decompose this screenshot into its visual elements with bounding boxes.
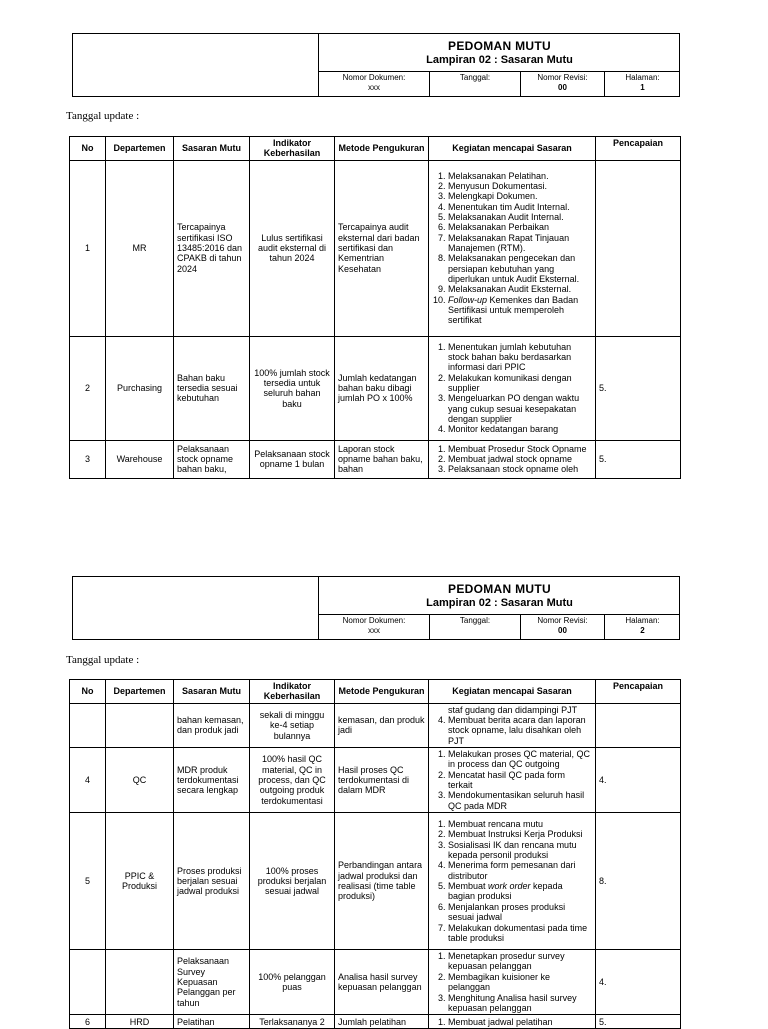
activities-cell — [429, 703, 596, 747]
table-header-row — [70, 137, 681, 161]
quality-target-cell: Proses produksi berjalan sesuai jadwal produksi — [174, 813, 250, 950]
col-pencapaian-header: Pencapaian — [596, 680, 681, 704]
col-pencapaian-header: Pencapaian — [596, 137, 681, 161]
success-indicator-cell: 100% jumlah stock tersedia untuk seluruh bahan baku — [250, 336, 335, 440]
department-cell: PPIC & Produksi — [106, 813, 174, 950]
activity-item: 1. Membuat jadwal pelatihan — [448, 1017, 592, 1027]
achievement-cell — [596, 160, 681, 336]
activities-cell — [429, 748, 596, 813]
doc-number-label: Nomor Dokumen: — [342, 616, 406, 625]
achievement-cell: 5. — [596, 1015, 681, 1029]
activity-item: 4. Menerima form pemesanan dari distributor — [448, 860, 592, 881]
success-indicator-cell: Lulus sertifikasi audit eksternal di tahun 2024 — [250, 160, 335, 336]
row-number: 4 — [70, 748, 106, 813]
department-cell: MR — [106, 160, 174, 336]
revision-value: 00 — [558, 83, 567, 92]
row-number — [70, 703, 106, 747]
success-indicator-cell: 100% pelanggan puas — [250, 950, 335, 1015]
activity-item: 1. Melaksanakan Pelatihan. — [448, 171, 592, 181]
doc-number-value: xxx — [368, 83, 380, 92]
activity-item: 9. Melaksanakan Audit Eksternal. — [448, 284, 592, 294]
col-indikator-header: Indikator Keberhasilan — [250, 137, 335, 161]
row-number: 2 — [70, 336, 106, 440]
col-departemen-header: Departemen — [106, 137, 174, 161]
row-number: 6 — [70, 1015, 106, 1029]
activities-cell — [429, 440, 596, 478]
measurement-method-cell: Analisa hasil survey kepuasan pelanggan — [335, 950, 429, 1015]
table-row — [70, 336, 681, 440]
table-row — [70, 703, 681, 747]
activity-item: 2. Membagikan kuisioner ke pelanggan — [448, 972, 592, 993]
activity-list — [432, 819, 592, 943]
col-kegiatan-header: Kegiatan mencapai Sasaran — [429, 680, 596, 704]
activity-item: 6. Menjalankan proses produksi sesuai jadwal — [448, 902, 592, 923]
activities-cell — [429, 336, 596, 440]
department-cell: Purchasing — [106, 336, 174, 440]
achievement-cell: 8. — [596, 813, 681, 950]
activity-item: 8. Melaksanakan pengecekan dan persiapan kebutuhan yang diperlukan untuk Audit Eksternal. — [448, 253, 592, 284]
activity-item: 3. Menghitung Analisa hasil survey kepuasan pelanggan — [448, 993, 592, 1014]
activity-item: 5. Melaksanakan Audit Internal. — [448, 212, 592, 222]
quality-target-table — [69, 679, 681, 1029]
doc-number-label: Nomor Dokumen: — [342, 73, 406, 82]
department-cell — [106, 703, 174, 747]
quality-target-cell: Pelaksanaan Survey Kepuasan Pelanggan per tahun — [174, 950, 250, 1015]
col-sasaran-mutu-header: Sasaran Mutu — [174, 680, 250, 704]
row-number: 3 — [70, 440, 106, 478]
activity-item: 2. Menyusun Dokumentasi. — [448, 181, 592, 191]
update-date-label: Tanggal update : — [66, 110, 140, 122]
department-cell: QC — [106, 748, 174, 813]
activity-list — [432, 444, 592, 475]
activity-item: 6. Melaksanakan Perbaikan — [448, 222, 592, 232]
activity-item: 2. Mencatat hasil QC pada form terkait — [448, 770, 592, 791]
col-no-header: No — [70, 680, 106, 704]
activities-cell — [429, 950, 596, 1015]
achievement-cell: 4. — [596, 950, 681, 1015]
logo-area — [73, 34, 319, 96]
col-indikator-header: Indikator Keberhasilan — [250, 680, 335, 704]
activity-list — [432, 951, 592, 1013]
department-cell: Warehouse — [106, 440, 174, 478]
success-indicator-cell: Terlaksananya 2 — [250, 1015, 335, 1029]
col-no-header: No — [70, 137, 106, 161]
row-number: 1 — [70, 160, 106, 336]
quality-target-cell: Pelaksanaan stock opname bahan baku, — [174, 440, 250, 478]
measurement-method-cell: Hasil proses QC terdokumentasi di dalam MDR — [335, 748, 429, 813]
activity-item: 10. Follow-up Kemenkes dan Badan Sertifikasi untuk memperoleh sertifikat — [448, 295, 592, 326]
date-cell — [430, 71, 521, 96]
header-title-block — [319, 577, 680, 615]
department-cell: HRD — [106, 1015, 174, 1029]
row-number — [70, 950, 106, 1015]
activities-cell — [429, 1015, 596, 1029]
measurement-method-cell: Laporan stock opname bahan baku, bahan — [335, 440, 429, 478]
activity-item: 4. Monitor kedatangan barang — [448, 424, 592, 434]
success-indicator-cell: 100% proses produksi berjalan sesuai jadwal — [250, 813, 335, 950]
activity-item: 4. Menentukan tim Audit Internal. — [448, 202, 592, 212]
measurement-method-cell: Jumlah kedatangan bahan baku dibagi jumlah PO x 100% — [335, 336, 429, 440]
activity-item: 3. Pelaksanaan stock opname oleh — [448, 464, 592, 474]
document-header — [72, 576, 680, 640]
activity-list — [432, 342, 592, 435]
activity-list — [432, 749, 592, 811]
header-subtitle: Lampiran 02 : Sasaran Mutu — [426, 54, 573, 66]
activities-cell — [429, 813, 596, 950]
doc-number-cell — [319, 614, 430, 639]
table-row — [70, 748, 681, 813]
quality-target-cell: MDR produk terdokumentasi secara lengkap — [174, 748, 250, 813]
activity-item: 5. Membuat work order kepada bagian produksi — [448, 881, 592, 902]
activity-item: 3. Melengkapi Dokumen. — [448, 191, 592, 201]
date-label: Tanggal: — [459, 73, 491, 82]
activity-item: 2. Melakukan komunikasi dengan supplier — [448, 373, 592, 394]
page-number-value: 1 — [640, 83, 645, 92]
activity-item: 1. Membuat rencana mutu — [448, 819, 592, 829]
date-label: Tanggal: — [459, 616, 491, 625]
activity-list — [432, 1017, 592, 1027]
doc-number-value: xxx — [368, 626, 380, 635]
activity-item: 1. Melakukan proses QC material, QC in process dan QC outgoing — [448, 749, 592, 770]
date-cell — [430, 614, 521, 639]
activities-cell — [429, 160, 596, 336]
activity-item: 2. Membuat jadwal stock opname — [448, 454, 592, 464]
col-metode-header: Metode Pengukuran — [335, 137, 429, 161]
document-header — [72, 33, 680, 97]
success-indicator-cell: 100% hasil QC material, QC in process, dan QC outgoing produk terdokumentasi — [250, 748, 335, 813]
achievement-cell: 5. — [596, 336, 681, 440]
activity-item: 3. Mendokumentasikan seluruh hasil QC pada MDR — [448, 790, 592, 811]
table-row — [70, 813, 681, 950]
activity-item: 1. Menentukan jumlah kebutuhan stock bahan baku berdasarkan informasi dari PPIC — [448, 342, 592, 373]
page-number-label: Halaman: — [625, 73, 660, 82]
activity-item: 3. Sosialisasi IK dan rencana mutu kepada personil produksi — [448, 840, 592, 861]
measurement-method-cell: Tercapainya audit eksternal dari badan sertifikasi dan Kementrian Kesehatan — [335, 160, 429, 336]
activity-item: 1. Menetapkan prosedur survey kepuasan pelanggan — [448, 951, 592, 972]
logo-area — [73, 577, 319, 639]
activity-list — [432, 171, 592, 326]
activity-item: 1. Membuat Prosedur Stock Opname — [448, 444, 592, 454]
department-cell — [106, 950, 174, 1015]
table-row — [70, 950, 681, 1015]
measurement-method-cell: kemasan, dan produk jadi — [335, 703, 429, 747]
header-title: PEDOMAN MUTU — [448, 39, 551, 53]
activity-list — [432, 715, 592, 746]
activity-item: 2. Membuat Instruksi Kerja Produksi — [448, 829, 592, 839]
table-row — [70, 1015, 681, 1029]
col-metode-header: Metode Pengukuran — [335, 680, 429, 704]
activity-item: 3. Mengeluarkan PO dengan waktu yang cukup sesuai kesepakatan dengan supplier — [448, 393, 592, 424]
row-number: 5 — [70, 813, 106, 950]
revision-cell — [521, 71, 605, 96]
table-row — [70, 440, 681, 478]
header-subtitle: Lampiran 02 : Sasaran Mutu — [426, 597, 573, 609]
revision-value: 00 — [558, 626, 567, 635]
success-indicator-cell: sekali di minggu ke-4 setiap bulannya — [250, 703, 335, 747]
table-header-row — [70, 680, 681, 704]
revision-cell — [521, 614, 605, 639]
quality-target-table — [69, 136, 681, 479]
update-date-label: Tanggal update : — [66, 654, 140, 666]
page-number-cell — [605, 614, 680, 639]
activity-item: 7. Melaksanakan Rapat Tinjauan Manajemen (RTM). — [448, 233, 592, 254]
achievement-cell: 4. — [596, 748, 681, 813]
activity-continued-text: staf gudang dan didampingi PJT — [448, 704, 578, 715]
revision-label: Nomor Revisi: — [537, 73, 588, 82]
col-kegiatan-header: Kegiatan mencapai Sasaran — [429, 137, 596, 161]
col-departemen-header: Departemen — [106, 680, 174, 704]
quality-target-cell: Bahan baku tersedia sesuai kebutuhan — [174, 336, 250, 440]
header-title: PEDOMAN MUTU — [448, 582, 551, 596]
quality-target-cell: Tercapainya sertifikasi ISO 13485:2016 dan CPAKB di tahun 2024 — [174, 160, 250, 336]
page-number-cell — [605, 71, 680, 96]
activity-item: 4. Membuat berita acara dan laporan stock opname, lalu disahkan oleh PJT — [448, 715, 592, 746]
quality-target-cell: bahan kemasan, dan produk jadi — [174, 703, 250, 747]
quality-target-cell: Pelatihan — [174, 1015, 250, 1029]
activity-item: 7. Melakukan dokumentasi pada time table produksi — [448, 923, 592, 944]
success-indicator-cell: Pelaksanaan stock opname 1 bulan — [250, 440, 335, 478]
doc-number-cell — [319, 71, 430, 96]
achievement-cell — [596, 703, 681, 747]
header-title-block — [319, 34, 680, 72]
revision-label: Nomor Revisi: — [537, 616, 588, 625]
achievement-cell: 5. — [596, 440, 681, 478]
page-number-label: Halaman: — [625, 616, 660, 625]
col-sasaran-mutu-header: Sasaran Mutu — [174, 137, 250, 161]
table-row — [70, 160, 681, 336]
measurement-method-cell: Perbandingan antara jadwal produksi dan realisasi (time table produksi) — [335, 813, 429, 950]
page-number-value: 2 — [640, 626, 645, 635]
measurement-method-cell: Jumlah pelatihan — [335, 1015, 429, 1029]
